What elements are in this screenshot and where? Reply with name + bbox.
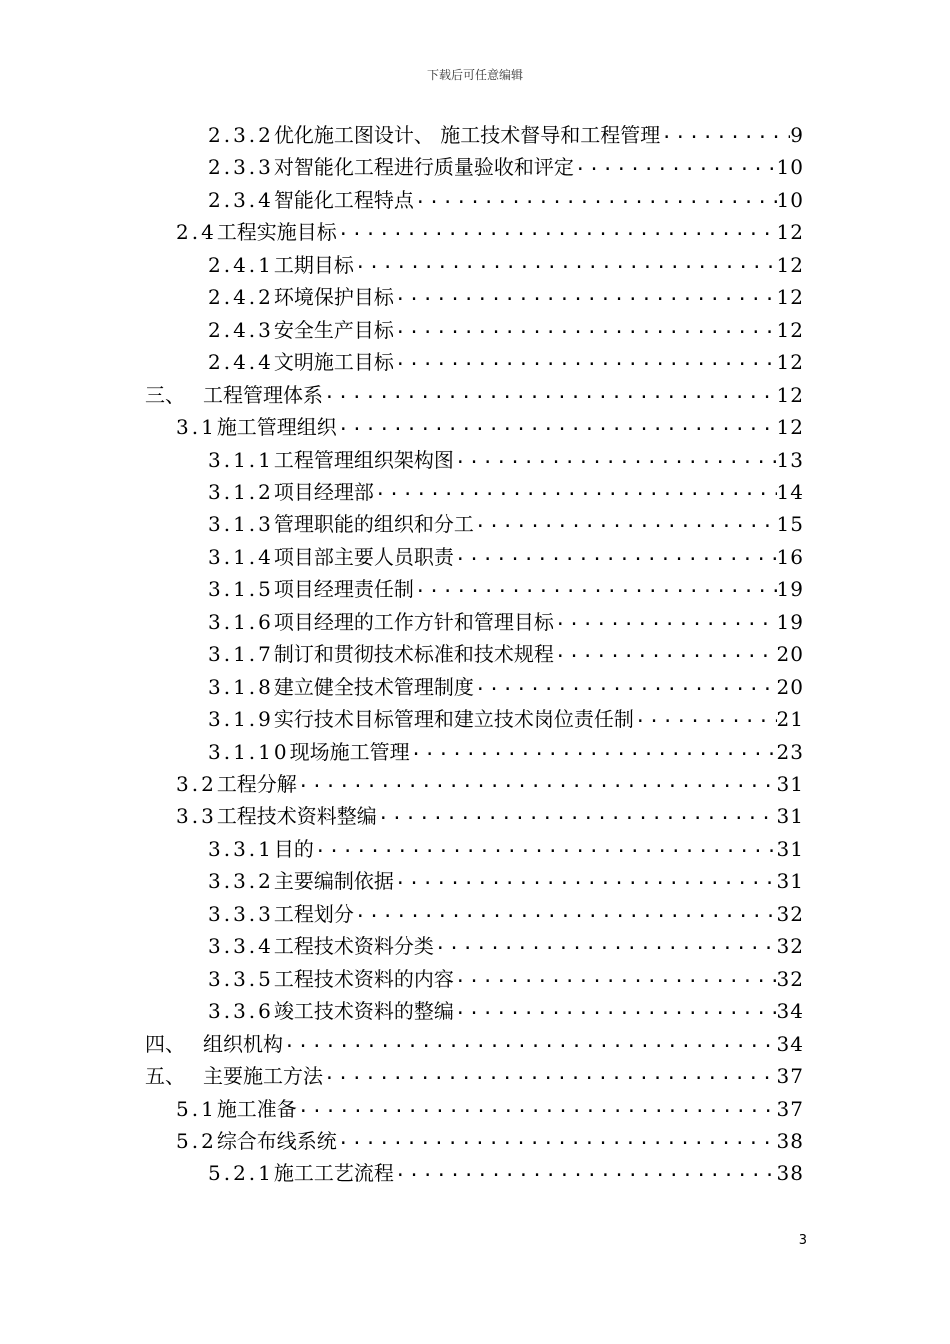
toc-entry-page: 12	[776, 382, 804, 407]
toc-entry-title: 工程管理组织架构图	[273, 447, 454, 472]
toc-entry-number: 3.3.6	[208, 999, 274, 1024]
toc-entry-page: 12	[776, 415, 804, 440]
toc-entry-number: 3.1.6	[208, 609, 274, 634]
toc-entry-title: 实行技术目标管理和建立技术岗位责任制	[273, 707, 634, 732]
toc-entry-label	[208, 346, 394, 378]
toc-entry-title: 项目部主要人员职责	[273, 544, 454, 569]
toc-dot-leader	[455, 539, 777, 571]
toc-entry[interactable]	[145, 1060, 804, 1092]
toc-entry-number: 3.1.9	[208, 707, 274, 732]
toc-entry-label	[208, 736, 410, 768]
toc-entry[interactable]	[208, 671, 804, 703]
toc-entry-title: 建立健全技术管理制度	[273, 674, 474, 699]
toc-entry-label	[208, 314, 394, 346]
toc-entry-title: 工程实施目标	[216, 220, 337, 245]
toc-entry-label	[208, 508, 474, 540]
toc-entry-number: 3.1.7	[208, 642, 274, 667]
toc-dot-leader	[338, 214, 777, 246]
toc-entry-title: 目的	[273, 836, 314, 861]
toc-entry-page: 9	[790, 123, 804, 147]
toc-entry-page: 23	[776, 739, 804, 764]
toc-entry-label	[208, 930, 434, 962]
toc-dot-leader	[555, 604, 777, 636]
toc-entry[interactable]	[176, 411, 804, 443]
toc-entry-label	[208, 281, 394, 313]
toc-entry-page: 32	[776, 934, 804, 959]
toc-entry[interactable]	[176, 1093, 804, 1125]
toc-dot-leader	[315, 831, 777, 863]
toc-entry-page: 37	[776, 1096, 804, 1121]
toc-entry-label	[208, 249, 354, 281]
toc-entry-number: 2.3.2	[208, 123, 274, 147]
toc-entry-page: 14	[776, 479, 804, 504]
toc-entry-number: 四、	[145, 1031, 185, 1056]
toc-entry-title: 现场施工管理	[289, 739, 410, 764]
toc-entry-page: 31	[776, 804, 804, 829]
toc-entry-label	[208, 606, 554, 638]
toc-entry-title: 施工工艺流程	[273, 1161, 394, 1186]
toc-dot-leader	[555, 636, 777, 668]
toc-entry-page: 32	[776, 966, 804, 991]
toc-dot-leader	[395, 279, 777, 311]
toc-entry-title: 工期目标	[273, 252, 354, 277]
toc-entry[interactable]	[208, 833, 804, 865]
toc-entry[interactable]	[176, 800, 804, 832]
toc-entry-title: 文明施工目标	[273, 350, 394, 375]
toc-entry-page: 10	[776, 155, 804, 180]
toc-entry-title: 项目经理部	[273, 479, 374, 504]
toc-entry-label	[208, 151, 574, 183]
toc-dot-leader	[415, 571, 777, 603]
toc-entry-number: 三、	[145, 382, 185, 407]
toc-dot-leader	[435, 928, 777, 960]
toc-entry-page: 34	[776, 999, 804, 1024]
toc-dot-leader	[284, 1026, 777, 1058]
toc-dot-leader	[635, 701, 777, 733]
toc-entry-page: 31	[776, 772, 804, 796]
toc-dot-leader	[355, 896, 777, 928]
toc-dot-leader	[298, 766, 777, 798]
toc-entry[interactable]	[208, 184, 804, 216]
toc-entry-page: 31	[776, 869, 804, 894]
toc-entry[interactable]	[208, 736, 804, 768]
toc-dot-leader	[395, 1155, 777, 1187]
toc-entry-page: 20	[776, 642, 804, 667]
toc-entry[interactable]	[208, 476, 804, 508]
toc-entry-label	[176, 1093, 297, 1125]
toc-dot-leader	[378, 798, 777, 830]
toc-entry-title: 工程分解	[216, 772, 297, 796]
toc-entry[interactable]	[208, 930, 804, 962]
toc-entry-page: 12	[776, 317, 804, 342]
toc-entry-label	[208, 865, 394, 897]
toc-entry-title: 组织机构	[203, 1031, 283, 1056]
toc-entry-title: 项目经理责任制	[273, 577, 414, 602]
toc-entry-number: 3.3.3	[208, 901, 274, 926]
page-number: 3	[798, 1233, 807, 1248]
toc-entry-number: 3.3.1	[208, 836, 274, 861]
toc-entry-label	[145, 1028, 283, 1060]
toc-entry-label	[208, 703, 634, 735]
toc-entry[interactable]	[208, 865, 804, 897]
toc-dot-leader	[375, 474, 777, 506]
toc-entry-title: 工程划分	[273, 901, 354, 926]
toc-entry-title: 主要施工方法	[203, 1064, 323, 1089]
toc-dot-leader	[355, 247, 777, 279]
toc-entry[interactable]	[208, 573, 804, 605]
toc-entry-title: 工程技术资料整编	[216, 804, 377, 829]
toc-entry[interactable]	[208, 963, 804, 995]
toc-entry-label	[208, 638, 554, 670]
toc-dot-leader	[455, 961, 777, 993]
toc-entry-number: 五、	[145, 1064, 185, 1089]
toc-entry-title: 施工管理组织	[216, 415, 337, 440]
toc-entry-label	[176, 411, 337, 443]
toc-dot-leader	[338, 409, 777, 441]
toc-entry-page: 12	[776, 350, 804, 375]
toc-dot-leader	[395, 863, 777, 895]
toc-entry-page: 19	[776, 577, 804, 602]
toc-dot-leader	[455, 442, 777, 474]
toc-entry-title: 优化施工图设计、 施工技术督导和工程管理	[273, 123, 661, 147]
toc-entry-title: 工程技术资料的内容	[273, 966, 454, 991]
toc-entry-label	[176, 800, 377, 832]
toc-entry-page: 20	[776, 674, 804, 699]
toc-entry-number: 3.1.5	[208, 577, 274, 602]
toc-entry[interactable]	[208, 281, 804, 313]
toc-entry-label	[208, 444, 454, 476]
toc-entry-number: 3.1	[176, 415, 217, 440]
toc-dot-leader	[324, 377, 777, 409]
toc-entry-number: 3.3.4	[208, 934, 274, 959]
toc-entry-page: 12	[776, 252, 804, 277]
toc-entry-number: 2.4.3	[208, 317, 274, 342]
toc-entry-page: 10	[776, 187, 804, 212]
toc-entry-title: 管理职能的组织和分工	[273, 512, 474, 537]
toc-entry-number: 2.4.2	[208, 285, 274, 310]
toc-dot-leader	[395, 312, 777, 344]
toc-entry-number: 3.1.2	[208, 479, 274, 504]
toc-entry[interactable]	[208, 314, 804, 346]
toc-entry-number: 3.1.3	[208, 512, 274, 537]
toc-dot-leader	[455, 993, 777, 1025]
toc-entry-title: 工程技术资料分类	[273, 934, 434, 959]
toc-entry-page: 32	[776, 901, 804, 926]
toc-dot-leader	[661, 117, 790, 149]
toc-entry-label	[208, 671, 474, 703]
toc-dot-leader	[338, 1123, 777, 1155]
toc-entry-page: 38	[776, 1128, 804, 1153]
toc-dot-leader	[411, 734, 777, 766]
toc-entry[interactable]	[208, 508, 804, 540]
toc-entry[interactable]	[208, 995, 804, 1027]
toc-entry-label	[176, 216, 337, 248]
toc-entry[interactable]	[145, 1028, 804, 1060]
toc-entry-label	[208, 573, 414, 605]
toc-entry-title: 安全生产目标	[273, 317, 394, 342]
page-header: 下载后可任意编辑	[426, 68, 523, 82]
toc-entry-title: 综合布线系统	[216, 1128, 337, 1153]
toc-entry[interactable]	[208, 898, 804, 930]
toc-entry-label	[176, 1125, 337, 1157]
toc-entry-number: 2.4.4	[208, 350, 274, 375]
toc-entry-label	[208, 184, 414, 216]
toc-entry-page: 31	[776, 836, 804, 861]
toc-entry[interactable]	[176, 768, 804, 800]
toc-entry-number: 3.2	[176, 772, 217, 796]
toc-entry-label	[208, 833, 314, 865]
toc-entry-page: 16	[776, 544, 804, 569]
toc-entry-number: 5.1	[176, 1096, 217, 1121]
toc-entry[interactable]	[208, 346, 804, 378]
toc-entry-title: 对智能化工程进行质量验收和评定	[273, 155, 574, 180]
toc-entry-number: 3.1.1	[208, 447, 274, 472]
toc-entry-label	[208, 995, 454, 1027]
toc-entry-number: 2.3.4	[208, 187, 274, 212]
toc-dot-leader	[475, 506, 777, 538]
toc-entry-label	[145, 1060, 323, 1092]
toc-entry-title: 主要编制依据	[273, 869, 394, 894]
toc-entry[interactable]	[208, 249, 804, 281]
toc-entry-title: 制订和贯彻技术标准和技术规程	[273, 642, 554, 667]
toc-entry-number: 5.2	[176, 1128, 217, 1153]
toc-entry-page: 21	[776, 707, 804, 732]
toc-entry-label	[145, 379, 323, 411]
toc-entry-page: 12	[776, 220, 804, 245]
toc-entry-title: 智能化工程特点	[273, 187, 414, 212]
toc-dot-leader	[298, 1091, 777, 1123]
toc-entry-title: 环境保护目标	[273, 285, 394, 310]
toc-entry-page: 15	[776, 512, 804, 537]
toc-entry-number: 2.3.3	[208, 155, 274, 180]
toc-entry[interactable]	[208, 703, 804, 735]
toc-entry-number: 3.3.2	[208, 869, 274, 894]
toc-entry-label	[208, 476, 374, 508]
toc-dot-leader	[415, 182, 777, 214]
toc-entry-number: 2.4	[176, 220, 217, 245]
toc-entry-page: 34	[776, 1031, 804, 1056]
toc-entry[interactable]	[208, 541, 804, 573]
toc-entry-number: 5.2.1	[208, 1161, 274, 1186]
toc-entry[interactable]	[208, 119, 804, 151]
toc-entry-number: 3.1.8	[208, 674, 274, 699]
toc-entry-label	[176, 768, 297, 800]
toc-entry-title: 施工准备	[216, 1096, 297, 1121]
toc-entry[interactable]	[208, 444, 804, 476]
toc-entry-number: 3.1.4	[208, 544, 274, 569]
toc-dot-leader	[324, 1058, 777, 1090]
toc-entry[interactable]	[208, 1157, 804, 1189]
toc-entry-number: 2.4.1	[208, 252, 274, 277]
toc-entry-label	[208, 898, 354, 930]
toc-entry-page: 38	[776, 1161, 804, 1186]
toc-entry-page: 37	[776, 1064, 804, 1089]
toc-dot-leader	[575, 149, 777, 181]
toc-entry-label	[208, 541, 454, 573]
toc-entry-label	[208, 1157, 394, 1189]
toc-entry-page: 19	[776, 609, 804, 634]
toc-entry-page: 12	[776, 285, 804, 310]
toc-entry[interactable]	[208, 638, 804, 670]
toc-entry-title: 竣工技术资料的整编	[273, 999, 454, 1024]
toc-entry-number: 3.3	[176, 804, 217, 829]
toc-entry-page: 13	[776, 447, 804, 472]
toc-entry-label	[208, 963, 454, 995]
toc-entry[interactable]	[176, 1125, 804, 1157]
toc-entry-title: 工程管理体系	[203, 382, 323, 407]
toc-dot-leader	[475, 669, 777, 701]
toc-entry-title: 项目经理的工作方针和管理目标	[273, 609, 554, 634]
toc-entry[interactable]	[145, 379, 804, 411]
toc-entry[interactable]	[208, 151, 804, 183]
toc-entry-label	[208, 119, 660, 151]
toc-entry-number: 3.3.5	[208, 966, 274, 991]
toc-entry-number: 3.1.10	[208, 739, 290, 764]
toc-dot-leader	[395, 344, 777, 376]
toc-entry[interactable]	[208, 606, 804, 638]
toc-entry[interactable]	[176, 216, 804, 248]
